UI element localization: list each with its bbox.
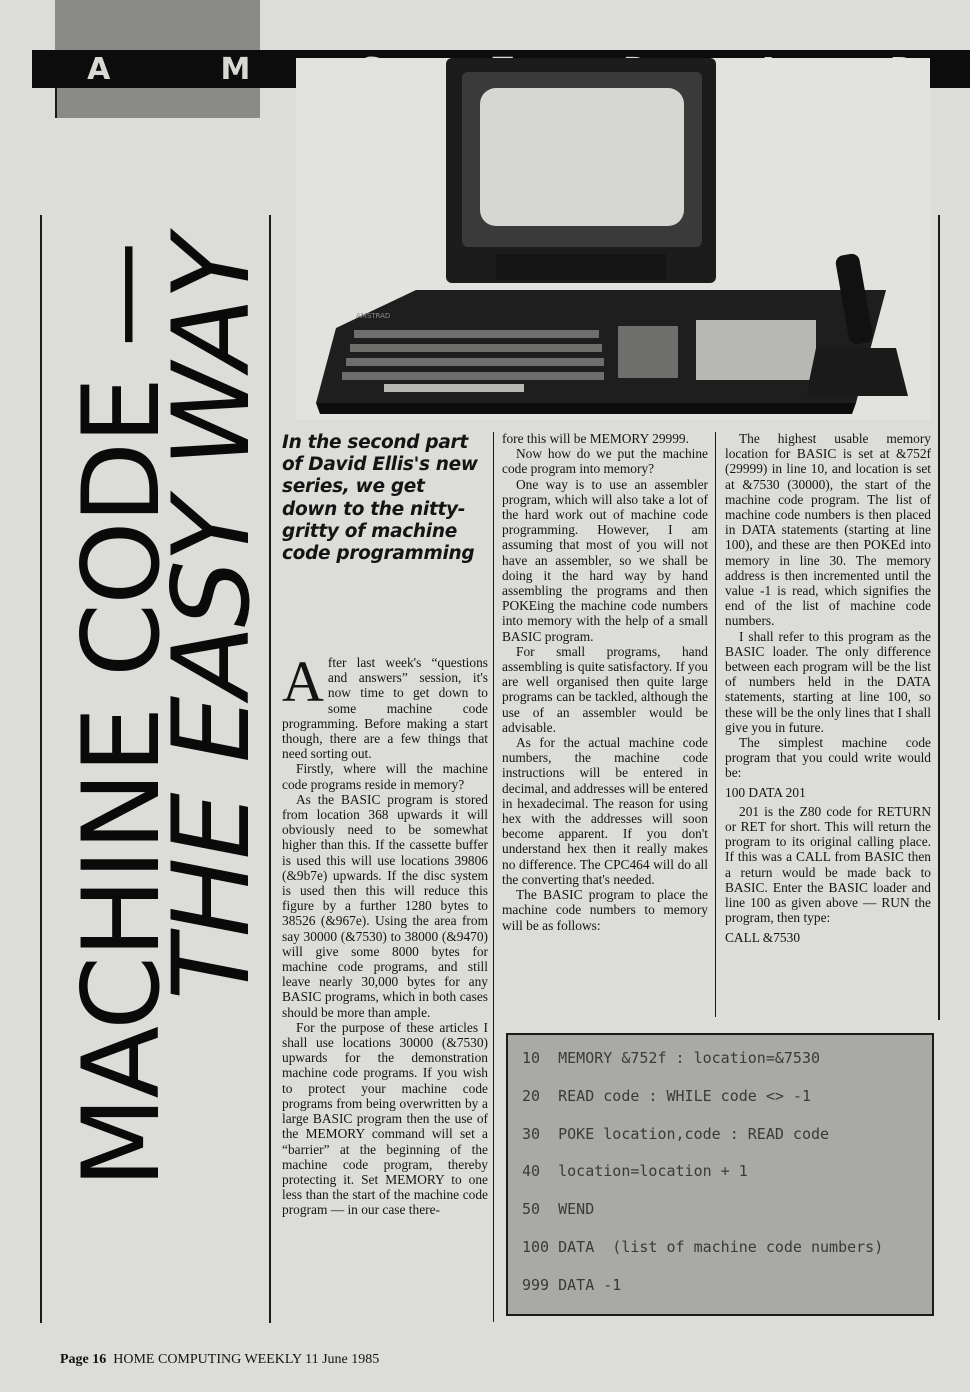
title-line-1: MACHINE CODE —	[60, 243, 183, 1188]
title-line-2: THE EASY WAY	[150, 236, 273, 1000]
article-column-2	[502, 431, 708, 933]
paragraph: Now how do we put the machine code program into memory?	[502, 446, 708, 477]
page-number: Page 16	[60, 1352, 107, 1367]
paragraph: One way is to use an assembler program, which will also take a lot of the hard work out of machine code programming. However, I am assuming that most of you will not have an assembler, so we shall be doing it the hard way by hand assembling the programs and then POKEing the machine code numbers into memory with the help of a small BASIC program.	[502, 476, 708, 644]
paragraph: As the BASIC program is stored from location 368 upwards it will obviously need to be somewhat higher than this. If the cassette buffer is used this will use locations 39806 (&9b7e) upwards. If the disc system is used then this will reduce this figure by a further 1280 bytes to 38526 (&967e). Using the area from say 30000 (&7530) to 38000 (&9470) will give some 8000 bytes for machine code programs, and still leave nearly 30,000 bytes for any BASIC programs, which in both cases should be more than ample.	[282, 791, 488, 1020]
listing-line: 30 POKE location,code : READ code	[522, 1124, 830, 1143]
paragraph: The highest usable memory location for BASIC is set at &752f (29999) in line 10, and location is set at &7530 (30000), the start of the machine code program. The list of machine code numbers is then placed in DATA statements (starting at line 100), and these are then POKEd into memory in line 30. The memory address is then incremented until the value -1 is read, which signifies the end of the list of machine code numbers.	[725, 431, 931, 629]
paragraph: After last week's “questions and answers” session, it's now time to get down to some machine code programming. Before making a start though, there are a few things that need sorting out.	[282, 649, 488, 762]
inline-code-line: 100 DATA 201	[725, 784, 806, 800]
inline-code-line: CALL &7530	[725, 929, 801, 945]
page-footer	[60, 1352, 379, 1368]
listing-line: 50 WEND	[522, 1200, 595, 1219]
drop-cap: A	[282, 649, 324, 714]
paragraph: Firstly, where will the machine code programs reside in memory?	[282, 761, 488, 792]
banner-letter: A	[87, 51, 111, 87]
publication-line: HOME COMPUTING WEEKLY 11 June 1985	[113, 1352, 380, 1367]
listing-line: 999 DATA -1	[522, 1275, 622, 1294]
paragraph: fore this will be MEMORY 29999.	[502, 431, 689, 446]
listing-line: 40 location=location + 1	[522, 1162, 748, 1181]
article-column-1	[282, 649, 488, 1218]
listing-line: 100 DATA (list of machine code numbers)	[522, 1237, 884, 1256]
listing-line: 10 MEMORY &752f : location=&7530	[522, 1049, 821, 1067]
rule-left-title	[40, 215, 42, 1323]
paragraph: I shall refer to this program as the BASIC loader. The only difference between each program will be the list of numbers held in the DATA statements, starting at line 100, so these will be the only lines that I shall give you in future.	[725, 628, 931, 735]
standfirst: In the second part of David Ellis's new series, we get down to the nitty-gritty of machine code programming	[282, 432, 478, 564]
rule-left	[55, 88, 57, 118]
paragraph: 201 is the Z80 code for RETURN or RET for short. This will return the program to its original calling place. If this was a CALL from BASIC then a return would be made back to BASIC. Enter the BASIC loader and line 100 as given above — RUN the program, then type:	[725, 803, 931, 926]
paragraph: For the purpose of these articles I shall use locations 30000 (&7530) upwards for the demonstration machine code programs. If you wish to protect your machine code programs from being overwritten by a large BASIC program then the use of the MEMORY command will set a “barrier” at the beginning of the machine code program, thereby protecting it. Set MEMORY to one less than the start of the machine code program — in our case there-	[282, 1019, 488, 1218]
paragraph: The BASIC program to place the machine code numbers to memory will be as follows:	[502, 887, 708, 933]
rule-right	[938, 215, 940, 1020]
banner-letter: M	[220, 51, 251, 87]
paragraph: For small programs, hand assembling is quite satisfactory. If you are well organised then quite large programs can be tackled, although the use of an assembler would be advisable.	[502, 643, 708, 735]
listing-line: 20 READ code : WHILE code <> -1	[522, 1086, 811, 1105]
computer-illustration	[296, 58, 930, 420]
article-column-3	[725, 431, 931, 949]
column-rule-1	[493, 432, 494, 1322]
basic-loader-listing	[506, 1033, 934, 1316]
paragraph: The simplest machine code program that you could write would be:	[725, 735, 931, 781]
column-rule-2	[715, 432, 716, 1017]
computer-badge: AMSTRAD	[356, 312, 391, 320]
paragraph: As for the actual machine code numbers, the machine code instructions will be entered in decimal, and addresses will be entered in hexadecimal. The reason for using hex with the addresses will soon become apparent. If you don't understand hex then it really makes no difference. The CPC464 will do all the converting that's needed.	[502, 735, 708, 887]
amstrad-computer-photo	[296, 58, 930, 420]
